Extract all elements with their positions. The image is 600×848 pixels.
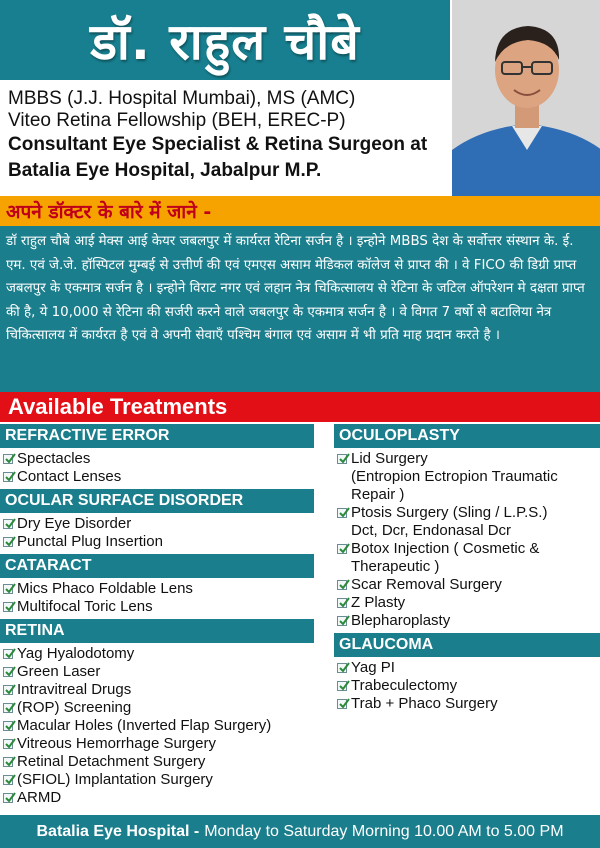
- treatment-item: [334, 576, 600, 594]
- footer-hours: Monday to Saturday Morning 10.00 AM to 5.00 PM: [204, 822, 564, 840]
- treatment-item: [0, 533, 314, 551]
- checkbox-checked-icon: [337, 454, 347, 464]
- section-heading: RETINA: [0, 619, 314, 643]
- treatment-label: [17, 515, 314, 533]
- checkbox-checked-icon: [3, 667, 13, 677]
- about-paragraph: डॉ राहुल चौबे आई मेक्स आई केयर जबलपुर में कार्यरत रेटिना सर्जन है । इन्होने MBBS देश के सर्वोत्तर संस्थान के. ई. एम. एवं जे.जे. हॉस्पिटल मुम्बई से उत्तीर्ण की एवं एमएस असाम मेडिकल कॉलेज से प्राप्त की । वे FICO की डिग्री प्राप्त जबलपुर के एकमात्र सर्जन है । इन्होने विराट नगर एवं लहान नेत्र चिकित्सालय से रेटिना के जटिल ऑपरेशन मे दक्षता प्राप्त की है, ये 10,000 से रेटिना की सर्जरी करने वाले जबलपुर के एकमात्र सर्जन है । वे विगत 7 वर्षो से बटालिया नेत्र चिकित्सालय में कार्यरत है एवं वे अपनी सेवाएँ पश्चिम बंगाल एवं असाम में भी प्रति माह प्रदान करते है ।: [0, 226, 600, 392]
- treatment-item: [334, 504, 600, 540]
- treatment-label: [351, 677, 600, 695]
- treatment-label: [17, 533, 314, 551]
- treatment-label-line: Spectacles: [17, 450, 91, 467]
- credentials: [8, 88, 448, 184]
- name-banner: [0, 0, 450, 80]
- checkbox-checked-icon: [337, 544, 347, 554]
- treatment-label-line: Yag Hyalodotomy: [17, 645, 135, 662]
- checkbox-checked-icon: [3, 649, 13, 659]
- doctor-name: डॉ. राहुल चौबे: [90, 13, 360, 71]
- treatment-item: [0, 598, 314, 616]
- treatment-label: [351, 576, 600, 594]
- treatments-heading: Available Treatments: [8, 394, 228, 419]
- treatment-label-line: Vitreous Hemorrhage Surgery: [17, 735, 216, 752]
- treatment-item: [0, 789, 314, 807]
- treatment-label: [351, 540, 600, 576]
- checkbox-checked-icon: [3, 703, 13, 713]
- treatment-item: [334, 612, 600, 630]
- treatment-label: [351, 504, 600, 540]
- checkbox-checked-icon: [3, 584, 13, 594]
- treatment-label: [17, 771, 314, 789]
- treatment-item: [0, 663, 314, 681]
- checkbox-checked-icon: [337, 681, 347, 691]
- treatment-label-line: (ROP) Screening: [17, 699, 132, 716]
- section-heading: OCULAR SURFACE DISORDER: [0, 489, 314, 513]
- treatment-label-line: Blepharoplasty: [351, 612, 451, 629]
- treatment-item: [334, 450, 600, 504]
- checkbox-checked-icon: [337, 616, 347, 626]
- treatment-label-line: Multifocal Toric Lens: [17, 598, 153, 615]
- treatment-label-line: (SFIOL) Implantation Surgery: [17, 771, 213, 788]
- treatment-label: [17, 468, 314, 486]
- section-refractive-error: [0, 424, 314, 486]
- section-ocular-surface-disorder: [0, 489, 314, 551]
- section-heading: GLAUCOMA: [334, 633, 600, 657]
- treatment-item: [334, 695, 600, 713]
- treatment-label-line: Therapeutic ): [351, 558, 440, 575]
- treatment-label: [17, 598, 314, 616]
- treatment-label: [351, 612, 600, 630]
- checkbox-checked-icon: [337, 580, 347, 590]
- about-heading: अपने डॉक्टर के बारे में जाने -: [6, 201, 212, 223]
- treatment-label: [351, 659, 600, 677]
- treatment-label: [351, 695, 600, 713]
- treatment-item: [0, 699, 314, 717]
- footer-hours-bar: [0, 815, 600, 848]
- checkbox-checked-icon: [3, 775, 13, 785]
- checkbox-checked-icon: [337, 699, 347, 709]
- checkbox-checked-icon: [3, 739, 13, 749]
- treatment-label-line: Intravitreal Drugs: [17, 681, 132, 698]
- section-glaucoma: [334, 633, 600, 713]
- treatment-label-line: Punctal Plug Insertion: [17, 533, 163, 550]
- checkbox-checked-icon: [3, 685, 13, 695]
- checkbox-checked-icon: [3, 537, 13, 547]
- treatment-item: [334, 540, 600, 576]
- checkbox-checked-icon: [3, 757, 13, 767]
- treatment-label-line: Scar Removal Surgery: [351, 576, 502, 593]
- treatment-item: [334, 594, 600, 612]
- treatment-item: [0, 717, 314, 735]
- treatment-label-line: Dry Eye Disorder: [17, 515, 132, 532]
- section-retina: [0, 619, 314, 807]
- checkbox-checked-icon: [3, 454, 13, 464]
- treatment-label-line: Trabeculectomy: [351, 677, 458, 694]
- section-oculoplasty: [334, 424, 600, 630]
- doctor-title-line1: Consultant Eye Specialist & Retina Surgeon at: [8, 134, 428, 155]
- treatment-item: [0, 450, 314, 468]
- treatment-label: [17, 789, 314, 807]
- about-heading-bar: [0, 196, 600, 226]
- checkbox-checked-icon: [3, 793, 13, 803]
- doctor-title-line2: Batalia Eye Hospital, Jabalpur M.P.: [8, 160, 322, 181]
- treatment-label: [17, 450, 314, 468]
- treatment-label: [17, 753, 314, 771]
- treatment-item: [0, 681, 314, 699]
- treatment-label-line: Botox Injection ( Cosmetic &: [351, 540, 540, 557]
- treatment-label-line: Ptosis Surgery (Sling / L.P.S.): [351, 504, 548, 521]
- treatment-label-line: Green Laser: [17, 663, 101, 680]
- checkbox-checked-icon: [3, 472, 13, 482]
- treatment-item: [334, 677, 600, 695]
- treatment-item: [0, 645, 314, 663]
- treatments-heading-bar: [0, 392, 600, 422]
- section-heading: OCULOPLASTY: [334, 424, 600, 448]
- treatment-label: [17, 735, 314, 753]
- treatment-item: [0, 468, 314, 486]
- credential-fellowship: Viteo Retina Fellowship (BEH, EREC-P): [8, 110, 346, 131]
- section-heading: REFRACTIVE ERROR: [0, 424, 314, 448]
- section-cataract: [0, 554, 314, 616]
- section-heading: CATARACT: [0, 554, 314, 578]
- treatment-label: [17, 699, 314, 717]
- treatment-label-line: Retinal Detachment Surgery: [17, 753, 206, 770]
- treatment-label: [17, 645, 314, 663]
- treatment-label-line: Yag PI: [351, 659, 395, 676]
- checkbox-checked-icon: [3, 602, 13, 612]
- treatment-item: [0, 515, 314, 533]
- treatment-label-line: Repair ): [351, 486, 405, 503]
- treatment-label-line: ARMD: [17, 789, 62, 806]
- treatments-right-column: [334, 424, 600, 716]
- doctor-photo: [450, 0, 600, 196]
- treatment-label: [17, 681, 314, 699]
- treatment-label-line: Trab + Phaco Surgery: [351, 695, 498, 712]
- treatment-label-line: Macular Holes (Inverted Flap Surgery): [17, 717, 272, 734]
- credential-degree: MBBS (J.J. Hospital Mumbai), MS (AMC): [8, 88, 356, 109]
- treatment-label-line: Dct, Dcr, Endonasal Dcr: [351, 522, 512, 539]
- checkbox-checked-icon: [3, 519, 13, 529]
- treatment-label: [17, 717, 314, 735]
- treatment-item: [0, 580, 314, 598]
- treatment-item: [0, 771, 314, 789]
- treatment-item: [0, 735, 314, 753]
- treatment-label-line: (Entropion Ectropion Traumatic: [351, 468, 558, 485]
- treatment-label-line: Contact Lenses: [17, 468, 122, 485]
- treatments-left-column: [0, 424, 314, 810]
- checkbox-checked-icon: [337, 663, 347, 673]
- treatment-item: [334, 659, 600, 677]
- treatment-label-line: Z Plasty: [351, 594, 406, 611]
- checkbox-checked-icon: [337, 598, 347, 608]
- checkbox-checked-icon: [3, 721, 13, 731]
- treatment-item: [0, 753, 314, 771]
- treatment-label: [351, 594, 600, 612]
- doctor-portrait-icon: [452, 0, 600, 196]
- treatment-label-line: Lid Surgery: [351, 450, 428, 467]
- treatment-label: [17, 580, 314, 598]
- treatment-label: [351, 450, 600, 504]
- footer-hospital: Batalia Eye Hospital -: [36, 822, 200, 840]
- treatment-label-line: Mics Phaco Foldable Lens: [17, 580, 193, 597]
- treatment-label: [17, 663, 314, 681]
- checkbox-checked-icon: [337, 508, 347, 518]
